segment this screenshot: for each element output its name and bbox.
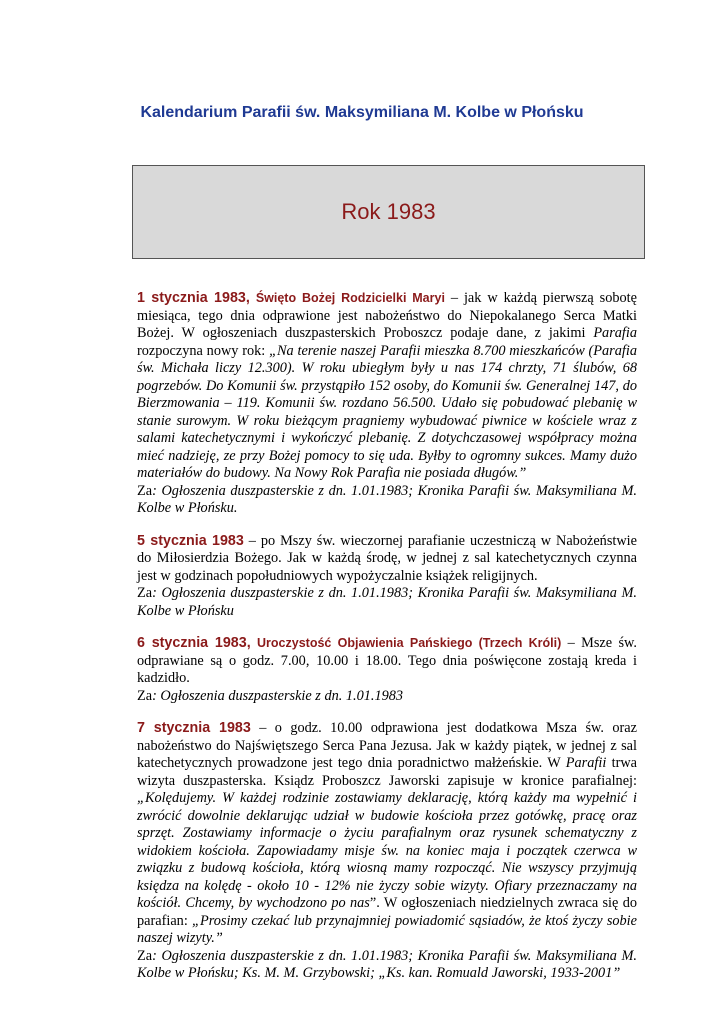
entry-5-january [137, 533, 637, 621]
source-text: : Ogłoszenia duszpasterskie z dn. 1.01.1983; Kronika Parafii św. Maksymiliana M. Kolbe w Płońsku; Ks. M. M. Grzybowski; „Ks. kan. Romuald Jaworski, 1933-2001” [137, 947, 637, 981]
entry-source [137, 688, 637, 706]
document-body [137, 290, 637, 998]
entry-source [137, 948, 637, 983]
entry-7-january [137, 720, 637, 983]
entry-quote: „Na terenie naszej Parafii mieszka 8.700 mieszkańców (Parafia św. Michała liczy 12.300). W roku ubiegłym były u nas 174 chrzty, 71 ślubów, 68 pogrzebów. Do Komunii św. przystąpiło 152 osoby, do Komunii św. Generalnej 147, do Bierzmowania – 119. Komunii św. rozdano 56.500. Udało się pobudować plebanię w stanie surowym. W roku bieżącym pragniemy wybudować piwnice w kościele wraz z salami katechetycznymi i wykończyć plebanię. Z dotychczasowej współpracy można mieć nadzieję, ze przy Bożej pomocy to się uda. Byłby to ogromny sukces. Mamy dużo materiałów do budowy. Na Nowy Rok Parafia nie posiada długów.” [137, 342, 637, 481]
source-text: : Ogłoszenia duszpasterskie z dn. 1.01.1983 [152, 687, 404, 704]
entry-text-italic: Parafia [593, 325, 637, 341]
entry-text-part: – Msze św. odprawiane są o godz. 7.00, 10.00 i 18.00. Tego dnia poświęcone zostają kreda i kadzidło. [137, 635, 638, 686]
entry-feast: Święto Bożej Rodzicielki Maryi [255, 291, 445, 305]
entry-source [137, 483, 637, 518]
entry-text [137, 290, 637, 483]
entry-text-part: ”. W ogłoszeniach niedzielnych zwraca się do parafian: [137, 895, 637, 929]
entry-date: 5 stycznia 1983 [137, 532, 244, 549]
entry-text [137, 533, 637, 586]
entry-6-january [137, 635, 637, 705]
entry-text-italic: Parafii [565, 755, 607, 771]
source-prefix: Za [137, 687, 153, 704]
entry-source [137, 585, 637, 620]
entry-text-part: – po Mszy św. wieczornej parafianie uczestniczą w Nabożeństwie do Miłosierdzia Bożego. Jak w każdą środę, w jednej z sal katechetycznych czynna jest w godzinach popołudniowych wypożyczalnie książek religijnych. [137, 532, 638, 584]
entry-text-part: rozpoczyna nowy rok: [137, 342, 270, 359]
entry-text [137, 720, 637, 948]
source-prefix: Za [137, 585, 153, 601]
entry-quote: „Prosimy czekać lub przynajmniej powiadomić sąsiadów, że ktoś życzy sobie naszej wizyty.” [137, 912, 638, 946]
entry-text [137, 635, 637, 688]
entry-date-separator: , [245, 290, 250, 306]
document-header: Kalendarium Parafii św. Maksymiliana M. Kolbe w Płońsku [140, 104, 584, 121]
entry-text-part: – jak w każdą pierwszą sobotę miesiąca, tego dnia odprawione jest nabożeństwo do Niepokalanego Serca Matki Bożej. W ogłoszeniach duszpasterskich Proboszcz podaje dane, z jakimi [137, 290, 638, 341]
entry-text-part: trwa wizyta duszpasterska. Ksiądz Proboszcz Jaworski zapisuje w kronice parafialnej: [137, 755, 637, 789]
year-title: Rok 1983 [341, 199, 436, 224]
entry-date-separator: , [246, 635, 251, 651]
entry-date: 1 stycznia 1983 [137, 290, 246, 306]
year-title-box [132, 165, 645, 259]
source-prefix: Za [137, 947, 153, 964]
entry-1-january [137, 290, 637, 518]
source-prefix: Za [137, 482, 153, 499]
entry-date: 7 stycznia 1983 [137, 720, 251, 736]
entry-quote: „Kolędujemy. W każdej rodzinie zostawiamy deklarację, którą każdy ma wypełnić i zwrócić dowolnie deklarując udział w budowie kościoła przez gotówkę, pracę oraz sprzęt. Zostawiamy informacje o życiu parafialnym oraz rysunek schematyczny z widokiem kościoła. Zapowiadamy misje św. na koniec maja i początek czerwca w związku z budową kościoła, którą wiosną mamy rozpocząć. Nie wszyscy przyjmują księdza na kolędę - około 10 - 12% nie życzy sobie wizyty. Ofiary przeznaczamy na kościół. Chcemy, by wychodzono po nas [137, 790, 637, 911]
entry-feast: Uroczystość Objawienia Pańskiego (Trzech Króli) [257, 636, 562, 650]
source-text: : Ogłoszenia duszpasterskie z dn. 1.01.1983; Kronika Parafii św. Maksymiliana M. Kolbe w Płońsku [137, 585, 637, 619]
source-text: : Ogłoszenia duszpasterskie z dn. 1.01.1983; Kronika Parafii św. Maksymiliana M. Kolbe w Płońsku. [137, 482, 637, 516]
entry-text-part: – o godz. 10.00 odprawiona jest dodatkowa Msza św. oraz nabożeństwo do Najświętszego Serca Pana Jezusa. Jak w każdy piątek, w jednej z sal katechetycznych prowadzone jest tego dnia poradnictwo małżeńskie. W [137, 720, 637, 771]
entry-date: 6 stycznia 1983 [137, 635, 247, 651]
